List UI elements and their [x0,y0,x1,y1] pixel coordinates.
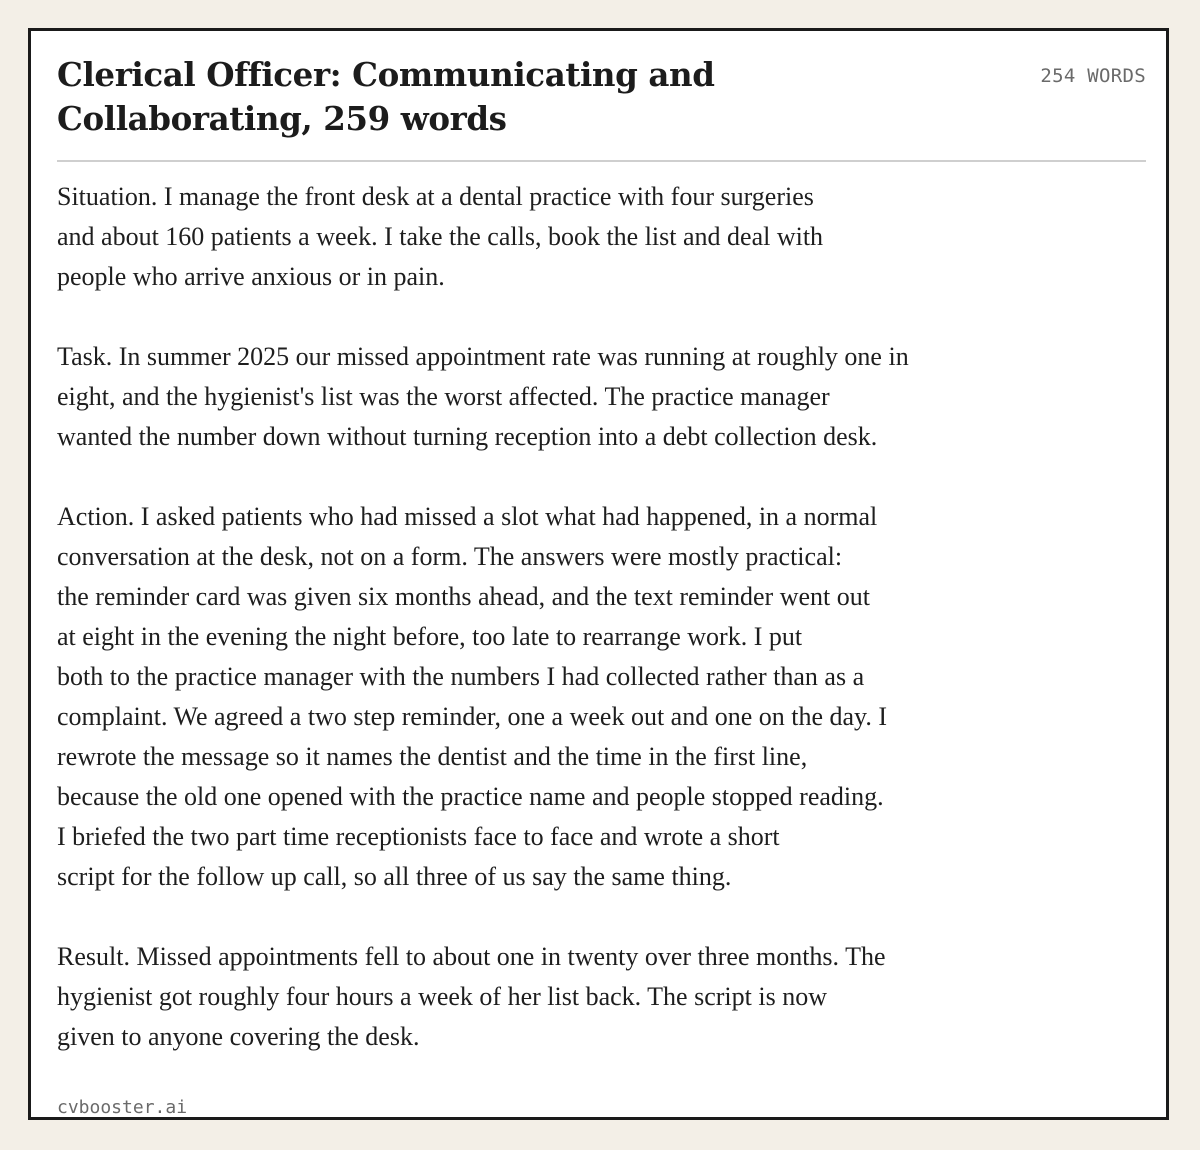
text-line: I briefed the two part time receptionists face to face and wrote a short [57,822,780,851]
paragraph-task [57,337,1137,457]
text-line: eight, and the hygienist's list was the worst affected. The practice manager [57,382,830,411]
paragraph-result [57,937,1137,1057]
text-line: Situation. I manage the front desk at a dental practice with four surgeries [57,182,814,211]
paragraph-situation [57,177,1137,297]
text-line: people who arrive anxious or in pain. [57,262,445,291]
text-line: and about 160 patients a week. I take the calls, book the list and deal with [57,222,824,251]
title-line: Collaborating, 259 words [57,99,507,138]
text-line: conversation at the desk, not on a form. The answers were mostly practical: [57,542,843,571]
card-header [57,53,1146,163]
answer-body [57,177,1137,1097]
text-line: the reminder card was given six months ahead, and the text reminder went out [57,582,870,611]
text-line: because the old one opened with the practice name and people stopped reading. [57,782,884,811]
text-line: Result. Missed appointments fell to about one in twenty over three months. The [57,942,886,971]
text-line: complaint. We agreed a two step reminder, one a week out and one on the day. I [57,702,888,731]
text-line: at eight in the evening the night before, too late to rearrange work. I put [57,622,803,651]
text-line: given to anyone covering the desk. [57,1022,420,1051]
text-line: rewrote the message so it names the dentist and the time in the first line, [57,742,808,771]
text-line: Action. I asked patients who had missed a slot what had happened, in a normal [57,502,878,531]
answer-card [28,28,1169,1120]
text-line: both to the practice manager with the numbers I had collected rather than as a [57,662,865,691]
header-divider [57,160,1146,162]
paragraph-action [57,497,1137,897]
text-line: hygienist got roughly four hours a week of her list back. The script is now [57,982,827,1011]
footer-brand: cvbooster.ai [57,1097,188,1118]
word-count-badge: 254 WORDS [1040,65,1146,87]
text-line: Task. In summer 2025 our missed appointment rate was running at roughly one in [57,342,909,371]
text-line: wanted the number down without turning reception into a debt collection desk. [57,422,878,451]
title-line: Clerical Officer: Communicating and [57,55,715,94]
card-title [57,53,817,141]
text-line: script for the follow up call, so all three of us say the same thing. [57,862,732,891]
